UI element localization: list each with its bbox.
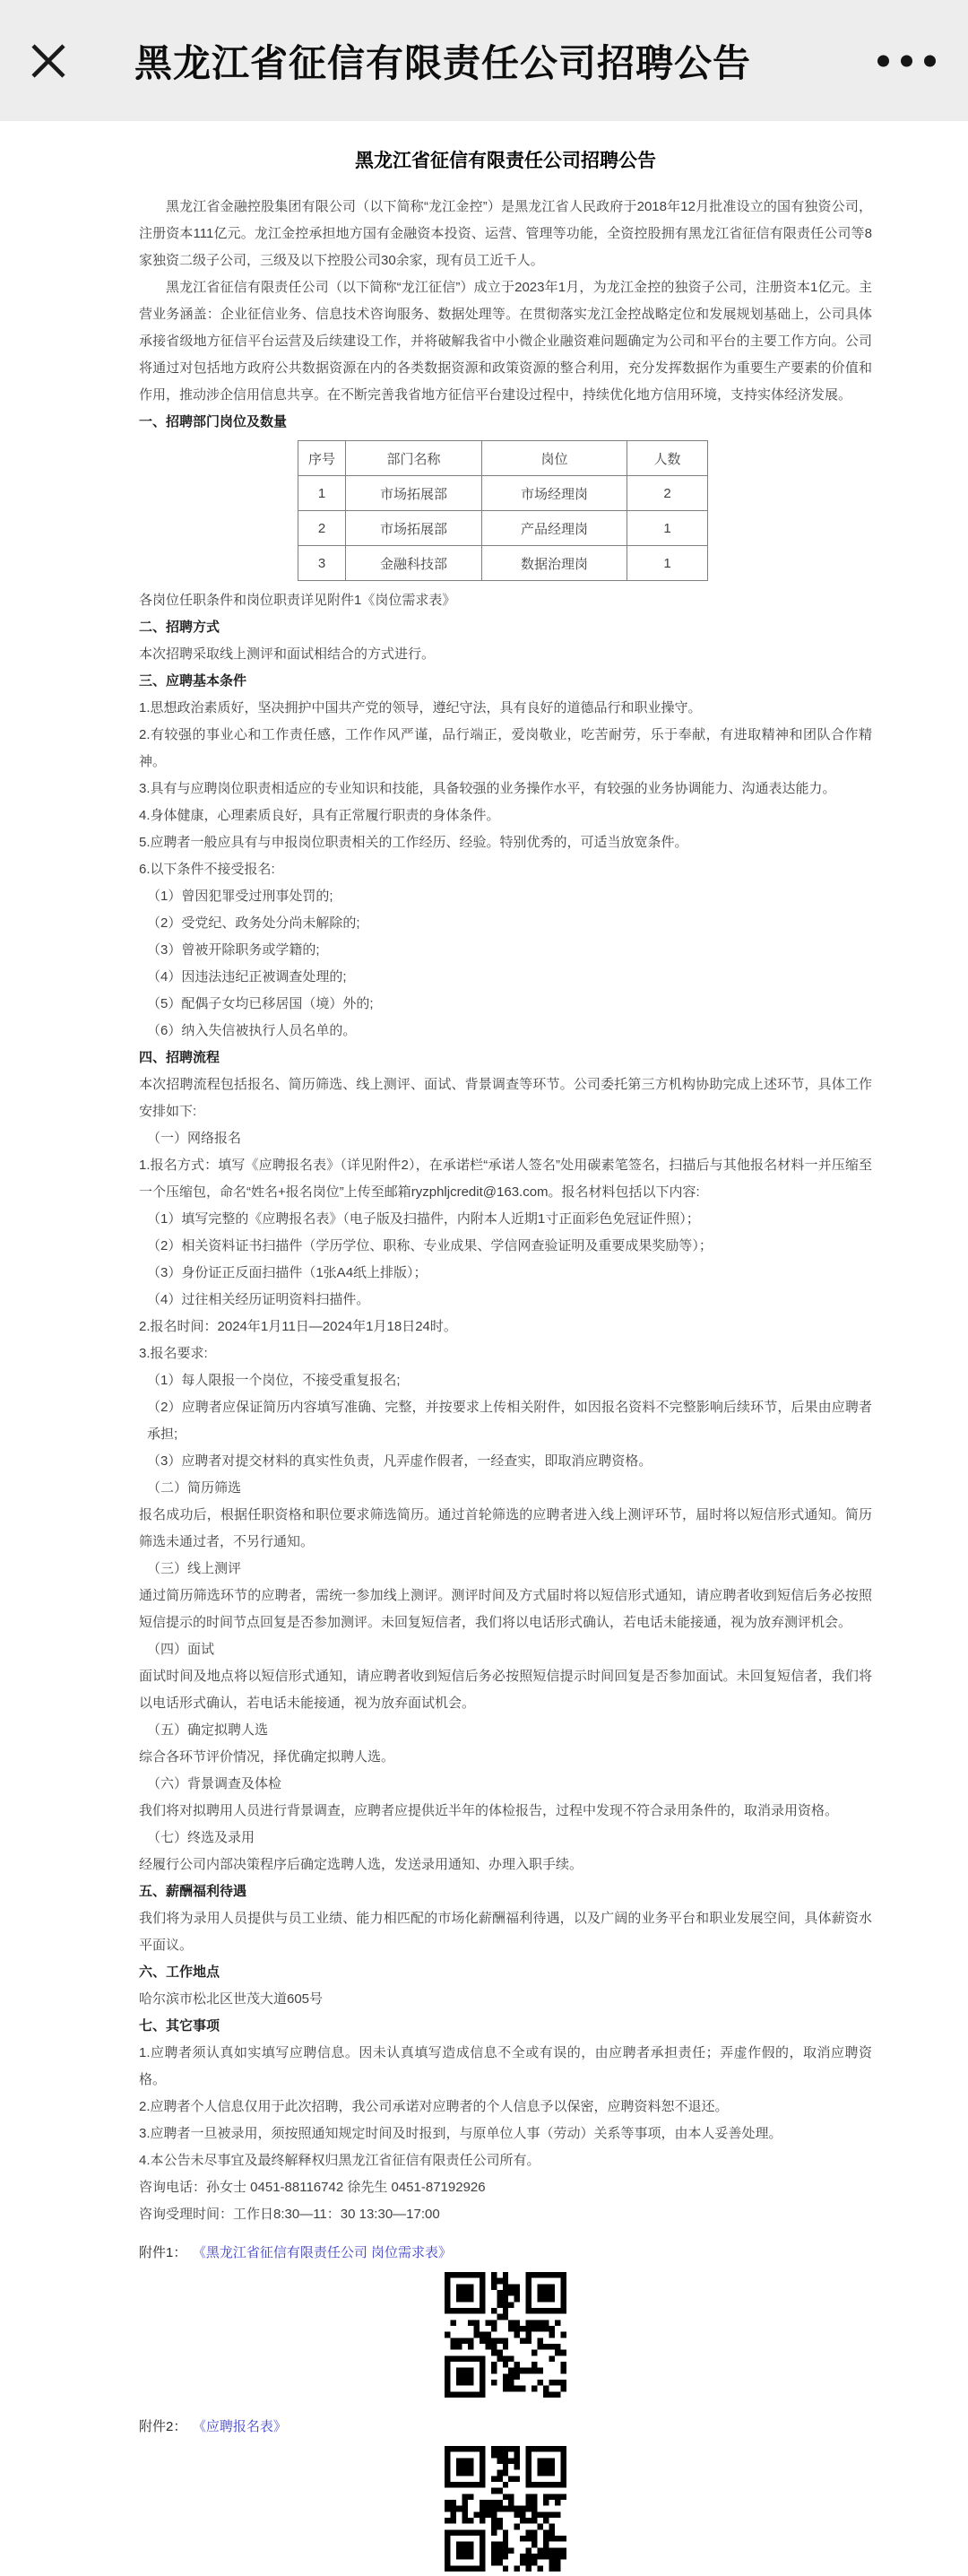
- paragraph: 咨询受理时间：工作日8:30—11：30 13:30—17:00: [139, 2207, 440, 2222]
- list-item: （3）身份证正反面扫描件（1张A4纸上排版）；: [147, 1265, 428, 1280]
- table-cell: 1: [627, 511, 708, 546]
- section-heading: 三、应聘基本条件: [139, 673, 247, 689]
- paragraph: 黑龙江省征信有限责任公司（以下简称“龙江征信”）成立于2023年1月，为龙江金控的独资子公司，注册资本1亿元。主营业务涵盖：企业征信业务、信息技术咨询服务、数据处理等。在贯彻落实龙江金控战略定位和发展规划基础上，公司具体承接省级地方征信平台运营及后续建设工作，并将破解我省中小微企业融资难问题确定为公司和平台的主要工作方向。公司将通过对包括地方政府公共数据资源在内的各类数据资源和政策资源的整合利用，充分发挥数据作为重要生产要素的价值和作用，推动涉企信用信息共享。在不断完善我省地方征信平台建设过程中，持续优化地方信用环境，支持实体经济发展。: [139, 280, 872, 403]
- list-item: （1）曾因犯罪受过刑事处罚的;: [147, 889, 333, 904]
- table-cell: 市场拓展部: [346, 511, 482, 546]
- table-row: [298, 476, 708, 511]
- paragraph: 本次招聘流程包括报名、简历筛选、线上测评、面试、背景调查等环节。公司委托第三方机构协助完成上述环节，具体工作安排如下:: [139, 1077, 872, 1119]
- paragraph: 面试时间及地点将以短信形式通知，请应聘者收到短信后务必按照短信提示时间回复是否参加面试。未回复短信者，我们将以电话形式确认，若电话未能接通，视为放弃面试机会。: [139, 1669, 872, 1711]
- table-cell: 金融科技部: [346, 546, 482, 581]
- section-heading: 四、招聘流程: [139, 1050, 220, 1065]
- list-item: （三）线上测评: [147, 1561, 242, 1576]
- paragraph: 1.报名方式：填写《应聘报名表》（详见附件2），在承诺栏“承诺人签名”处用碳素笔签名，扫描后与其他报名材料一并压缩至一个压缩包，命名“姓名+报名岗位”上传至邮箱ryzphljcredit@163.com。报名材料包括以下内容:: [139, 1158, 872, 1200]
- paragraph: 5.应聘者一般应具有与申报岗位职责相关的工作经历、经验。特别优秀的，可适当放宽条件。: [139, 835, 688, 850]
- paragraph: 哈尔滨市松北区世茂大道605号: [139, 1991, 324, 2007]
- list-item: （五）确定拟聘人选: [147, 1722, 269, 1738]
- paragraph: 6.以下条件不接受报名:: [139, 862, 275, 877]
- table-cell: 市场拓展部: [346, 476, 482, 511]
- list-item: （4）过往相关经历证明资料扫描件。: [147, 1292, 370, 1307]
- list-item: （2）应聘者应保证简历内容填写准确、完整，并按要求上传相关附件，如因报名资料不完整影响后续环节，后果由应聘者承担;: [147, 1400, 872, 1442]
- table-row: [298, 546, 708, 581]
- article-body: [139, 194, 872, 2576]
- attachment-label: 附件2：: [139, 2419, 187, 2434]
- list-item: （六）背景调查及体检: [147, 1776, 282, 1791]
- section-heading: 一、招聘部门岗位及数量: [139, 414, 288, 429]
- paragraph: 4.身体健康，心理素质良好，具有正常履行职责的身体条件。: [139, 808, 500, 823]
- close-icon: [30, 43, 66, 79]
- table-row: [298, 511, 708, 546]
- table-cell: 市场经理岗: [482, 476, 627, 511]
- paragraph: 各岗位任职条件和岗位职责详见附件1《岗位需求表》: [139, 593, 456, 608]
- attachment-row: [139, 2240, 872, 2267]
- list-item: （七）终选及录用: [147, 1830, 255, 1845]
- positions-table-wrap: [298, 440, 872, 581]
- column-header: 序号: [298, 441, 346, 476]
- section-heading: 七、其它事项: [139, 2018, 220, 2034]
- table-cell: 1: [627, 546, 708, 581]
- attachment-label: 附件1：: [139, 2245, 187, 2260]
- table-cell: 2: [627, 476, 708, 511]
- list-item: （四）面试: [147, 1642, 215, 1657]
- paragraph: 2.应聘者个人信息仅用于此次招聘，我公司承诺对应聘者的个人信息予以保密，应聘资料恕不退还。: [139, 2099, 729, 2114]
- paragraph: 我们将对拟聘用人员进行背景调查，应聘者应提供近半年的体检报告，过程中发现不符合录用条件的，取消录用资格。: [139, 1803, 839, 1818]
- list-item: （1）填写完整的《应聘报名表》（电子版及扫描件，内附本人近期1寸正面彩色免冠证件照）；: [147, 1211, 700, 1227]
- list-item: （3）曾被开除职务或学籍的;: [147, 942, 320, 958]
- column-header: 岗位: [482, 441, 627, 476]
- qr-code: [139, 2272, 872, 2402]
- paragraph: 我们将为录用人员提供与员工业绩、能力相匹配的市场化薪酬福利待遇，以及广阔的业务平台和职业发展空间，具体薪资水平面议。: [139, 1911, 872, 1953]
- list-item: （一）网络报名: [147, 1131, 242, 1146]
- list-item: （6）纳入失信被执行人员名单的。: [147, 1023, 357, 1038]
- paragraph: 3.报名要求:: [139, 1346, 208, 1361]
- paragraph: 黑龙江省金融控股集团有限公司（以下简称“龙江金控”）是黑龙江省人民政府于2018年12月批准设立的国有独资公司，注册资本111亿元。龙江金控承担地方国有金融资本投资、运营、管理等功能，全资控股拥有黑龙江省征信有限责任公司等8家独资二级子公司，三级及以下控股公司30余家，现有员工近千人。: [139, 199, 872, 268]
- appbar-title: 黑龙江省征信有限责任公司招聘公告: [134, 41, 752, 84]
- table-cell: 数据治理岗: [482, 546, 627, 581]
- attachment-link[interactable]: 《应聘报名表》: [199, 2419, 287, 2434]
- list-item: （2）受党纪、政务处分尚未解除的;: [147, 915, 360, 931]
- list-item: （2）相关资料证书扫描件（学历学位、职称、专业成果、学信网查验证明及重要成果奖励等）；: [147, 1238, 713, 1253]
- section-heading: 五、薪酬福利待遇: [139, 1884, 247, 1899]
- column-header: 人数: [627, 441, 708, 476]
- paragraph: 本次招聘采取线上测评和面试相结合的方式进行。: [139, 646, 436, 662]
- appbar: [0, 0, 968, 121]
- article-title: 黑龙江省征信有限责任公司招聘公告: [355, 151, 656, 171]
- qr-code: [139, 2446, 872, 2576]
- column-header: 部门名称: [346, 441, 482, 476]
- paragraph: 1.思想政治素质好，坚决拥护中国共产党的领导，遵纪守法，具有良好的道德品行和职业操守。: [139, 700, 702, 716]
- paragraph: 1.应聘者须认真如实填写应聘信息。因未认真填写造成信息不全或有误的，由应聘者承担责任；弄虚作假的，取消应聘资格。: [139, 2045, 872, 2087]
- three-dots-icon: [877, 55, 936, 66]
- paragraph: 3.具有与应聘岗位职责相适应的专业知识和技能，具备较强的业务操作水平，有较强的业务协调能力、沟通表达能力。: [139, 781, 836, 796]
- positions-table: [298, 440, 708, 581]
- paragraph: 4.本公告未尽事宜及最终解释权归黑龙江省征信有限责任公司所有。: [139, 2153, 540, 2168]
- paragraph: 经履行公司内部决策程序后确定选聘人选，发送录用通知、办理入职手续。: [139, 1857, 583, 1872]
- paragraph: 报名成功后，根据任职资格和职位要求筛选简历。通过首轮筛选的应聘者进入线上测评环节，届时将以短信形式通知。简历筛选未通过者，不另行通知。: [139, 1507, 872, 1549]
- paragraph: 通过简历筛选环节的应聘者，需统一参加线上测评。测评时间及方式届时将以短信形式通知，请应聘者收到短信后务必按照短信提示的时间节点回复是否参加测评。未回复短信者，我们将以电话形式确认，若电话未能接通，视为放弃测评机会。: [139, 1588, 872, 1630]
- paragraph: 咨询电话：孙女士 0451-88116742 徐先生 0451-87192926: [139, 2180, 486, 2195]
- list-item: （1）每人限报一个岗位，不接受重复报名;: [147, 1373, 401, 1388]
- article: [0, 147, 968, 2576]
- list-item: （3）应聘者对提交材料的真实性负责，凡弄虚作假者，一经查实，即取消应聘资格。: [147, 1453, 653, 1469]
- table-header-row: [298, 441, 708, 476]
- close-button[interactable]: [22, 34, 75, 88]
- attachment-link[interactable]: 《黑龙江省征信有限责任公司 岗位需求表》: [199, 2245, 453, 2260]
- list-item: （5）配偶子女均已移居国（境）外的;: [147, 996, 374, 1011]
- paragraph: 2.报名时间：2024年1月11日—2024年1月18日24时。: [139, 1319, 457, 1334]
- section-heading: 二、招聘方式: [139, 620, 220, 635]
- list-item: （二）简历筛选: [147, 1480, 242, 1496]
- paragraph: 综合各环节评价情况，择优确定拟聘人选。: [139, 1749, 395, 1765]
- table-cell: 产品经理岗: [482, 511, 627, 546]
- more-button[interactable]: [869, 46, 945, 75]
- attachment-row: [139, 2414, 872, 2441]
- list-item: （4）因违法违纪正被调查处理的;: [147, 969, 347, 984]
- table-cell: 1: [298, 476, 346, 511]
- paragraph: 3.应聘者一旦被录用，须按照通知规定时间及时报到，与原单位人事（劳动）关系等事项，由本人妥善处理。: [139, 2126, 782, 2141]
- table-cell: 3: [298, 546, 346, 581]
- section-heading: 六、工作地点: [139, 1965, 220, 1980]
- paragraph: 2.有较强的事业心和工作责任感，工作作风严谨，品行端正，爱岗敬业，吃苦耐劳，乐于奉献，有进取精神和团队合作精神。: [139, 727, 872, 769]
- table-cell: 2: [298, 511, 346, 546]
